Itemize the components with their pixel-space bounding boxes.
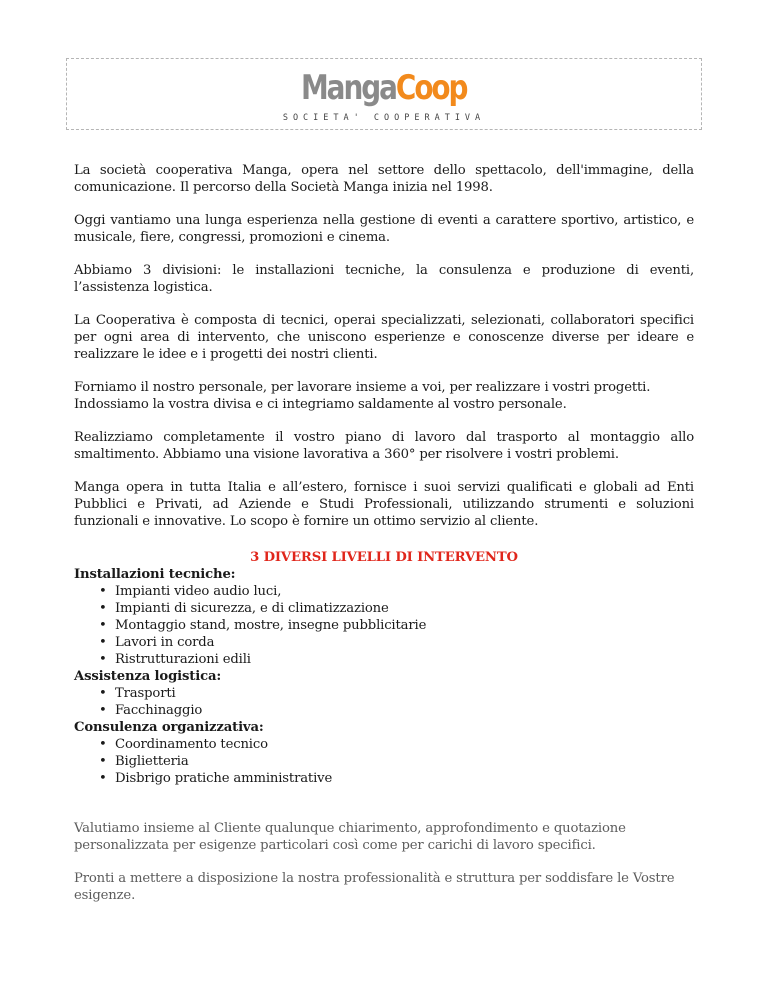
closing-paragraph: Pronti a mettere a disposizione la nostra professionalità e struttura per soddisfare le Vostre esigenze. — [74, 871, 675, 903]
section-title: 3 DIVERSI LIVELLI DI INTERVENTO — [250, 550, 518, 565]
team-paragraph: La Cooperativa è composta di tecnici, operai specializzati, selezionati, collaboratori specifici per ogni area di intervento, che uniscono esperienze e conoscenze diverse per ideare e realizzare le idee e i progetti dei nostri clienti. — [74, 313, 694, 362]
list-item: • Disbrigo pratiche amministrative — [74, 770, 694, 787]
logo-coop-text: Coop — [396, 68, 467, 108]
group-assistenza — [74, 668, 694, 719]
list-item: • Biglietteria — [74, 753, 694, 770]
list-item: • Facchinaggio — [74, 702, 694, 719]
workplan-paragraph: Realizziamo completamente il vostro piano di lavoro dal trasporto al montaggio allo smaltimento. Abbiamo una visione lavorativa a 360° per risolvere i vostri problemi. — [74, 430, 694, 462]
mangacoop-logo — [282, 68, 486, 123]
logo-tagline: SOCIETA' COOPERATIVA — [282, 113, 486, 123]
experience-paragraph: Oggi vantiamo una lunga esperienza nella gestione di eventi a carattere sportivo, artistico, e musicale, fiere, congressi, promozioni e cinema. — [74, 213, 694, 245]
list-item: • Trasporti — [74, 685, 694, 702]
staff-line-1: Forniamo il nostro personale, per lavorare insieme a voi, per realizzare i vostri progetti. — [74, 380, 651, 395]
group-list — [74, 685, 694, 719]
closing-paragraph: Valutiamo insieme al Cliente qualunque chiarimento, approfondimento e quotazione personalizzata per esigenze particolari così come per carichi di lavoro specifici. — [74, 821, 626, 853]
group-list — [74, 736, 694, 787]
coverage-paragraph: Manga opera in tutta Italia e all’estero, fornisce i suoi servizi qualificati e globali ad Enti Pubblici e Privati, ad Aziende e Studi Professionali, utilizzando strumenti e soluzioni funzionali e innovative. Lo scopo è fornire un ottimo servizio al cliente. — [74, 480, 694, 529]
list-item: • Lavori in corda — [74, 634, 694, 651]
group-title: Assistenza logistica: — [74, 669, 222, 684]
logo-wordmark — [301, 68, 467, 108]
group-title: Installazioni tecniche: — [74, 567, 236, 582]
list-item: • Coordinamento tecnico — [74, 736, 694, 753]
group-title: Consulenza organizzativa: — [74, 720, 264, 735]
list-item: • Impianti di sicurezza, e di climatizzazione — [74, 600, 694, 617]
list-item: • Ristrutturazioni edili — [74, 651, 694, 668]
group-list — [74, 583, 694, 668]
header-box — [66, 58, 702, 130]
intro-paragraph: La società cooperativa Manga, opera nel settore dello spettacolo, dell'immagine, della comunicazione. Il percorso della Società Manga inizia nel 1998. — [74, 163, 694, 195]
staff-paragraph — [74, 379, 694, 413]
document-body — [74, 162, 694, 920]
group-installazioni — [74, 566, 694, 668]
group-consulenza — [74, 719, 694, 787]
divisions-paragraph: Abbiamo 3 divisioni: le installazioni tecniche, la consulenza e produzione di eventi, l’assistenza logistica. — [74, 263, 694, 295]
list-item: • Impianti video audio luci, — [74, 583, 694, 600]
list-item: • Montaggio stand, mostre, insegne pubblicitarie — [74, 617, 694, 634]
staff-line-2: Indossiamo la vostra divisa e ci integriamo saldamente al vostro personale. — [74, 397, 567, 412]
logo-manga-text: Manga — [301, 68, 397, 108]
